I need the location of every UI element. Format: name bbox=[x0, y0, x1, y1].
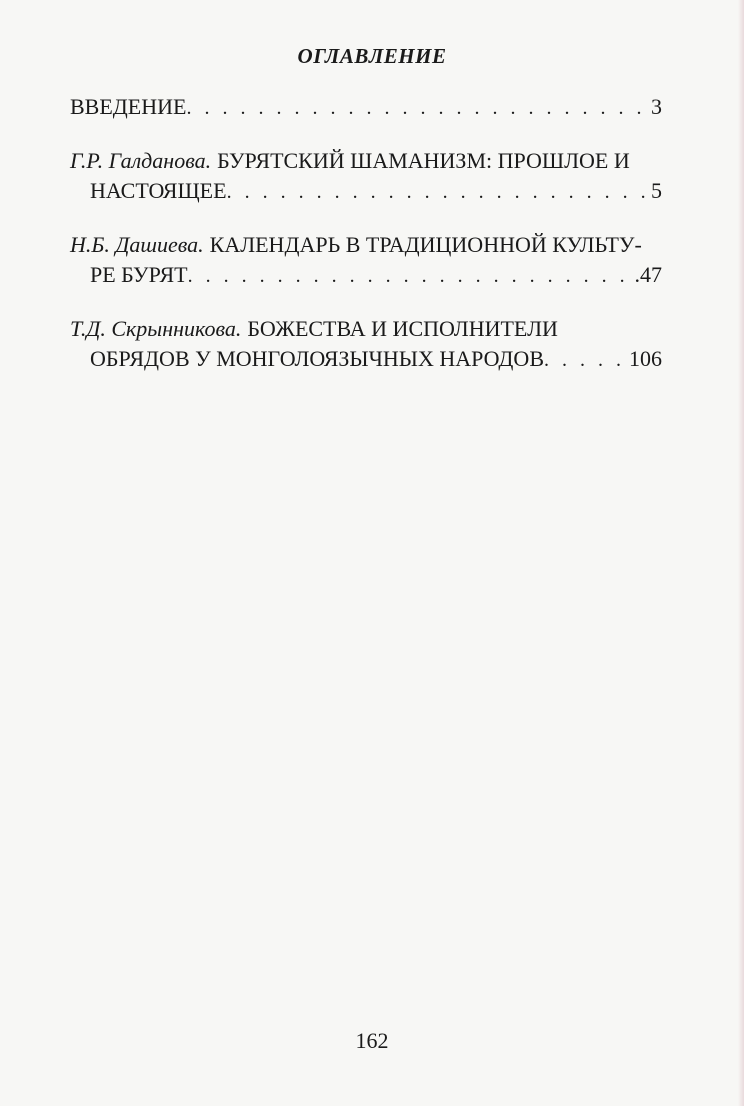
toc-entry-galdanova bbox=[70, 146, 662, 207]
toc-entry-title: ВВЕДЕНИЕ bbox=[70, 94, 187, 119]
toc-entry-title: БОЖЕСТВА И ИСПОЛНИТЕЛИ bbox=[247, 316, 558, 341]
toc-entry-introduction bbox=[70, 92, 662, 123]
toc-line-continuation bbox=[70, 176, 662, 207]
toc-entry-author: Г.Р. Галданова. bbox=[70, 148, 212, 173]
dot-leader bbox=[188, 261, 633, 291]
dot-leader bbox=[186, 93, 649, 123]
toc-page-number: .47 bbox=[634, 262, 662, 287]
dot-leader bbox=[544, 345, 627, 375]
toc-line-continuation bbox=[70, 260, 662, 291]
toc-entry-title-cont: РЕ БУРЯТ bbox=[90, 262, 188, 287]
page-edge bbox=[738, 0, 744, 1106]
page-title: ОГЛАВЛЕНИЕ bbox=[297, 44, 447, 68]
toc-line bbox=[70, 146, 662, 176]
toc-entry-title: КАЛЕНДАРЬ В ТРАДИЦИОННОЙ КУЛЬТУ- bbox=[209, 232, 642, 257]
toc-line-continuation bbox=[70, 344, 662, 375]
toc-line bbox=[70, 230, 662, 260]
page-number: 162 bbox=[355, 1028, 389, 1053]
toc-entry-title-cont: НАСТОЯЩЕЕ bbox=[90, 178, 227, 203]
dot-leader bbox=[227, 177, 649, 207]
toc-entry-skrynnikova bbox=[70, 314, 662, 375]
toc-entry-title-cont: ОБРЯДОВ У МОНГОЛОЯЗЫЧНЫХ НАРОДОВ bbox=[90, 346, 544, 371]
toc-entry-author: Т.Д. Скрынникова. bbox=[70, 316, 242, 341]
toc-page-number: 106 bbox=[629, 346, 662, 371]
table-of-contents bbox=[70, 92, 662, 398]
toc-entry-title: БУРЯТСКИЙ ШАМАНИЗМ: ПРОШЛОЕ И bbox=[217, 148, 630, 173]
toc-line bbox=[70, 92, 662, 123]
toc-entry-dashieva bbox=[70, 230, 662, 291]
toc-page-number: 5 bbox=[651, 178, 662, 203]
toc-entry-author: Н.Б. Дашиева. bbox=[70, 232, 204, 257]
toc-line bbox=[70, 314, 662, 344]
toc-page-number: 3 bbox=[651, 94, 662, 119]
